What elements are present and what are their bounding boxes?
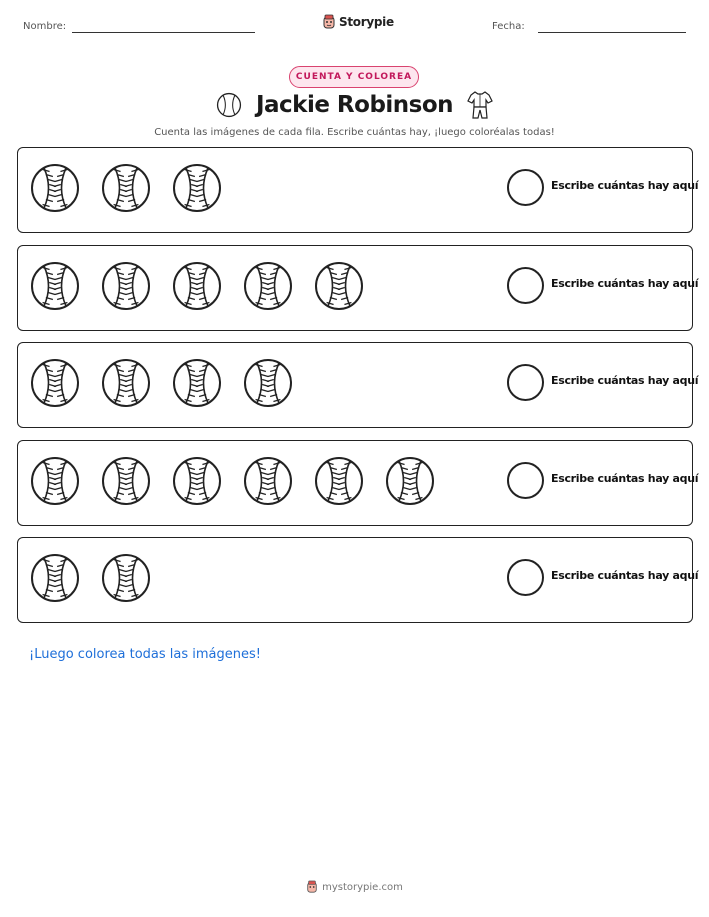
baseball-icon xyxy=(216,92,242,118)
instructions: Cuenta las imágenes de cada fila. Escribe cuántas hay, ¡luego coloréalas todas! xyxy=(154,127,555,138)
baseball-icon xyxy=(30,163,80,213)
answer-label: Escribe cuántas hay aquí xyxy=(551,374,699,387)
baseball-icon xyxy=(172,163,222,213)
answer-label: Escribe cuántas hay aquí xyxy=(551,471,699,485)
baseball-icon xyxy=(30,456,80,506)
title-row xyxy=(0,90,709,120)
baseball-group xyxy=(30,456,435,506)
footer-note: ¡Luego colorea todas las imágenes! xyxy=(29,647,261,662)
baseball-group xyxy=(30,163,222,213)
answer-circle[interactable] xyxy=(507,559,544,596)
baseball-icon xyxy=(30,261,80,311)
answer-circle[interactable] xyxy=(507,364,544,401)
baseball-group xyxy=(30,553,151,603)
baseball-icon xyxy=(101,163,151,213)
baseball-icon xyxy=(172,358,222,408)
answer-label: Escribe cuántas hay aquí xyxy=(551,276,699,290)
name-label: Nombre: xyxy=(23,21,67,32)
counting-rows xyxy=(17,147,699,635)
brand-name: Storypie xyxy=(339,15,394,29)
baseball-icon xyxy=(172,261,222,311)
page-title: Jackie Robinson xyxy=(255,92,454,118)
counting-row xyxy=(17,245,699,331)
baseball-uniform-icon xyxy=(467,90,493,120)
date-label: Fecha: xyxy=(492,21,525,32)
baseball-icon xyxy=(30,553,80,603)
baseball-icon xyxy=(385,456,435,506)
footer-url[interactable]: mystorypie.com xyxy=(322,881,403,893)
counting-row xyxy=(17,537,699,623)
storypie-mascot-icon xyxy=(306,880,318,894)
counting-row xyxy=(17,440,699,526)
baseball-icon xyxy=(243,261,293,311)
activity-tag: CUENTA Y COLOREA xyxy=(289,66,419,88)
footer xyxy=(0,880,709,894)
answer-circle[interactable] xyxy=(507,267,544,304)
baseball-icon xyxy=(172,456,222,506)
answer-label: Escribe cuántas hay aquí xyxy=(551,569,699,582)
answer-label: Escribe cuántas hay aquí xyxy=(551,179,699,192)
answer-circle[interactable] xyxy=(507,462,544,499)
baseball-icon xyxy=(243,456,293,506)
baseball-icon xyxy=(101,553,151,603)
storypie-mascot-icon xyxy=(322,14,336,30)
date-field-line[interactable] xyxy=(538,32,686,33)
baseball-icon xyxy=(314,261,364,311)
answer-circle[interactable] xyxy=(507,169,544,206)
brand-logo xyxy=(322,14,394,30)
baseball-group xyxy=(30,358,293,408)
counting-row xyxy=(17,147,699,233)
baseball-icon xyxy=(314,456,364,506)
counting-row xyxy=(17,342,699,428)
name-field-line[interactable] xyxy=(72,32,255,33)
baseball-icon xyxy=(101,358,151,408)
baseball-icon xyxy=(30,358,80,408)
baseball-icon xyxy=(101,261,151,311)
baseball-icon xyxy=(243,358,293,408)
baseball-group xyxy=(30,261,364,311)
baseball-icon xyxy=(101,456,151,506)
